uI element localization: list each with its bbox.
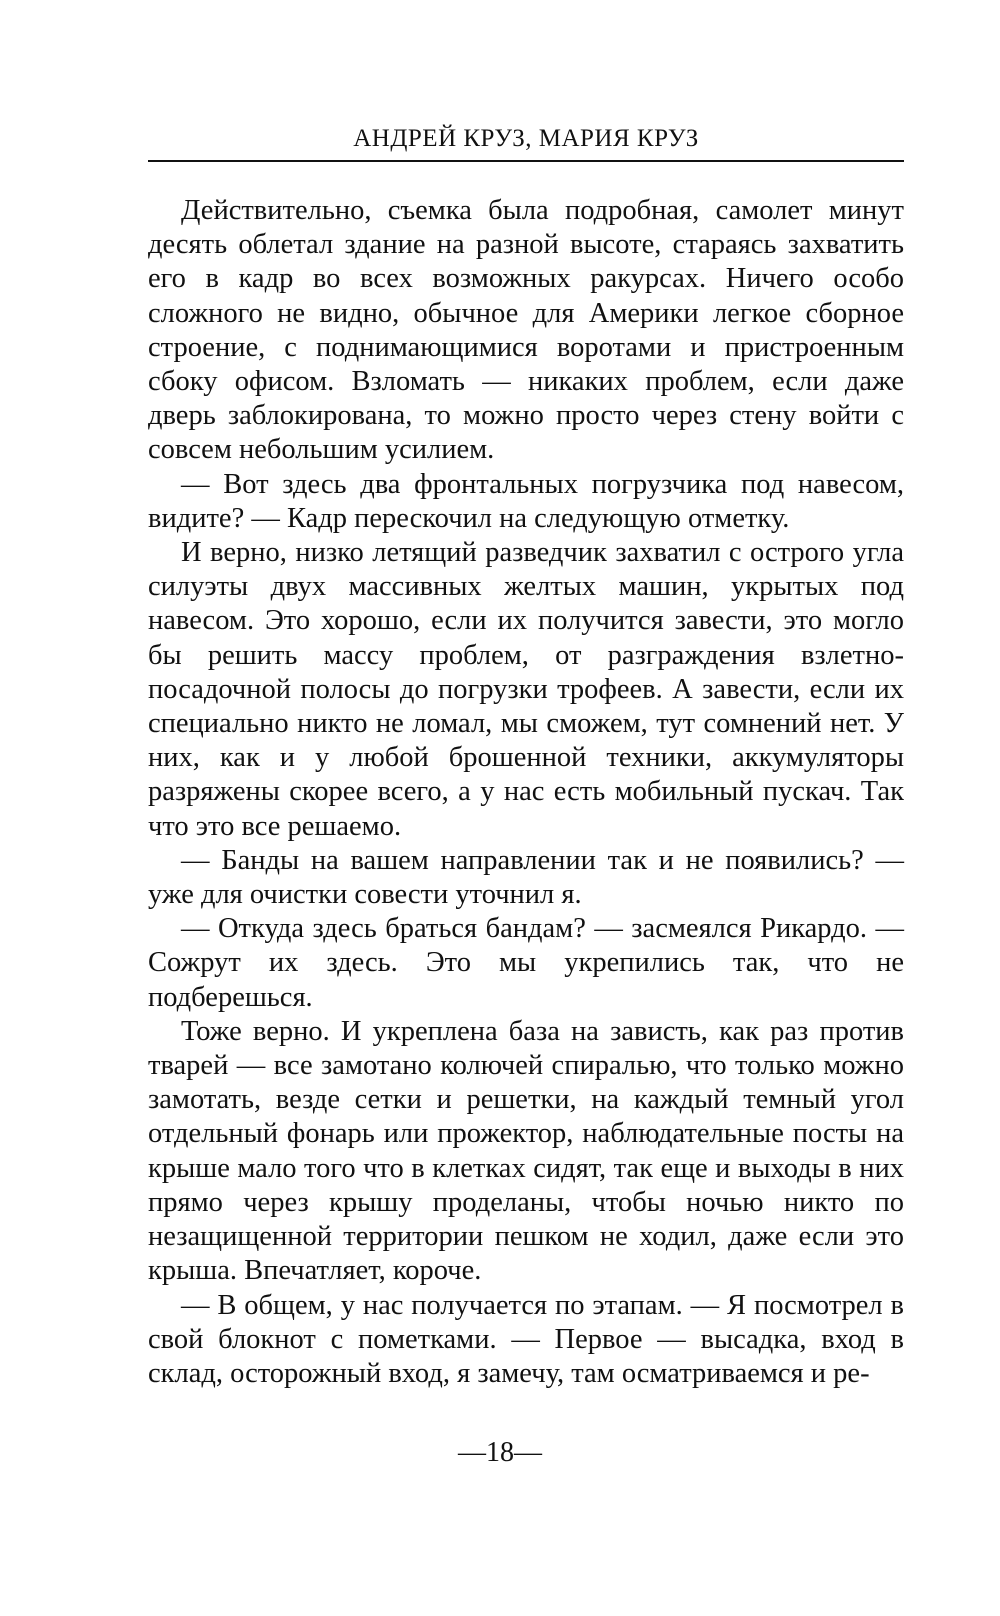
page-body [148,194,904,1391]
running-header [148,118,904,162]
paragraph: Действительно, съемка была подробная, самолет минут десять облетал здание на разной высоте, стараясь захватить его в кадр во всех возможных ракурсах. Ничего особо сложного не видно, обычное для Америки легкое сборное строение, с поднимающимися воротами и пристроенным сбоку офисом. Взломать — никаких проблем, если даже дверь заблокирована, то можно просто через стену войти с совсем небольшим усилием. [148,195,904,466]
paragraph: — Вот здесь два фронтальных погрузчика под навесом, видите? — Кадр перескочил на следующую отметку. [148,468,904,534]
running-title: АНДРЕЙ КРУЗ, МАРИЯ КРУЗ [353,125,699,152]
page-number: —18— [458,1437,542,1468]
paragraph: — Откуда здесь браться бандам? — засмеялся Рикардо. — Сожрут их здесь. Это мы укрепились так, что не подберешься. [148,913,904,1013]
paragraph: — Банды на вашем направлении так и не появились? — уже для очистки совести уточнил я. [148,844,904,911]
paragraph: Тоже верно. И укреплена база на зависть, как раз против тварей — все замотано колючей спиралью, что только можно замотать, везде сетки и решетки, на каждый темный угол отдельный фонарь или прожектор, наблюдательные посты на крыше мало того что в клетках сидят, так еще и выходы в них прямо через крышу проделаны, чтобы ночью никто по незащищенной территории пешком не ходил, даже если это крыша. Впечатляет, короче. [148,1015,904,1287]
paragraph: И верно, низко летящий разведчик захватил с острого угла силуэты двух массивных желтых машин, укрытых под навесом. Это хорошо, если их получится завести, это могло бы решить массу проблем, от разграждения взлетно-посадочной полосы до погрузки трофеев. А завести, если их специально никто не ломал, мы сможем, тут сомнений нет. У них, как и у любой брошенной техники, аккумуляторы разряжены скорее всего, а у нас есть мобильный пускач. Так что это все решаемо. [148,537,904,842]
paragraph: — В общем, у нас получается по этапам. — Я посмотрел в свой блокнот с пометками. — Первое — высадка, вход в склад, осторожный вход, я замечу, там осматриваемся и ре- [148,1289,904,1389]
